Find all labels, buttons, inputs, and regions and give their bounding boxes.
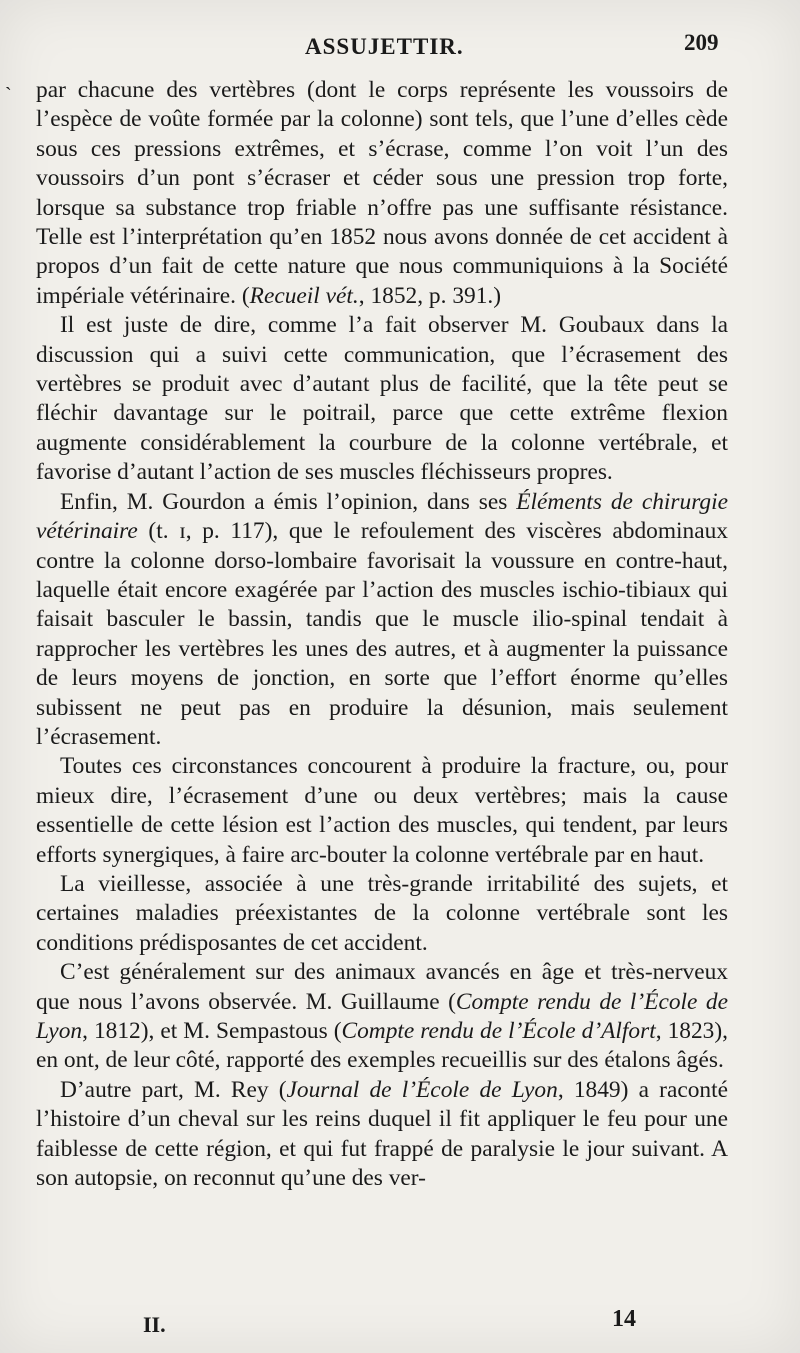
- text-run: La vieillesse, associée à une très-grande irritabilité des sujets, et certaines maladies préexistantes de la colonne vertébrale sont les conditions prédisposantes de cet accident.: [36, 870, 728, 956]
- text-run: Il est juste de dire, comme l’a fait observer M. Goubaux dans la discussion qui a suivi cette communication, que l’écrasement des vertèbres se produit avec d’autant plus de facilité, que la tête peut se fléchir davantage sur le poitrail, parce que cette extrême flexion augmente considérablement la courbure de la colonne vertébrale, et favorise d’autant l’action de ses muscles fléchisseurs propres.: [36, 312, 728, 486]
- paragraph: [36, 488, 728, 753]
- text-run: , 1852, p. 391.): [358, 282, 502, 309]
- italic-citation: Recueil vét.: [249, 282, 359, 309]
- paragraph: [36, 311, 728, 487]
- sheet-number: 14: [612, 1306, 636, 1332]
- text-run: C’est généralement sur des animaux avancés en âge et très-nerveux que nous l’avons observée. M. Guillaume (: [36, 959, 728, 1015]
- italic-citation: Journal de l’École de Lyon: [286, 1076, 558, 1103]
- text-run: par chacune des vertèbres (dont le corps représente les voussoirs de l’espèce de voûte formée par la colonne) sont tels, que l’une d’elles cède sous ces pressions extrêmes, et s’écrase, comme l’on voit l’un des voussoirs d’un pont s’écraser et céder sous une pression trop forte, lorsque sa substance trop friable n’offre pas une suffisante résistance. Telle est l’interprétation qu’en 1852 nous avons donnée de cet accident à propos d’un fait de cette nature que nous communiquions à la Société impériale vétérinaire. (: [36, 77, 728, 309]
- paragraph: [36, 958, 728, 1076]
- text-run: D’autre part, M. Rey (: [60, 1076, 287, 1103]
- page-number: 209: [684, 30, 719, 55]
- text-run: , 1823), en ont, de leur côté, rapporté des exemples recueillis sur des étalons âgés.: [36, 1018, 728, 1074]
- paragraph: [36, 870, 728, 958]
- text-run: (t. ɪ, p. 117), que le refoulement des viscères abdominaux contre la colonne dorso-lombaire favorisait la voussure en contre-haut, laquelle était encore exagérée par l’action des muscles ischio-tibiaux qui faisait basculer le bassin, tandis que le muscle ilio-spinal tendait à rapprocher les vertèbres les unes des autres, et à augmenter la puissance de leurs moyens de jonction, en sorte que l’effort énorme qu’elles subissent ne peut pas en produire la désunion, mais seulement l’écrasement.: [36, 518, 728, 750]
- text-run: , 1849) a raconté l’histoire d’un cheval sur les reins duquel il fit appliquer le feu pour une faiblesse de cette région, et qui fut frappé de paralysie le jour suivant. A son autopsie, on reconnut qu’une des ver-: [36, 1076, 728, 1192]
- paragraph: [36, 1076, 728, 1194]
- signature-mark: II.: [143, 1312, 166, 1337]
- text-run: Toutes ces circonstances concourent à produire la fracture, ou, pour mieux dire, l’écrasement d’une ou deux vertèbres; mais la cause essentielle de cette lésion est l’action des muscles, qui tendent, par leurs efforts synergiques, à faire arc-bouter la colonne vertébrale par en haut.: [36, 753, 728, 868]
- italic-citation: Éléments de chirurgie vétérinaire: [36, 488, 728, 545]
- body-text: [36, 76, 728, 1193]
- page-footer: [0, 1304, 800, 1340]
- italic-citation: Compte rendu de l’École de Lyon: [36, 988, 728, 1044]
- italic-citation: Compte rendu de l’École d’Alfort: [341, 1018, 656, 1044]
- running-title: ASSUJETTIR.: [305, 34, 464, 59]
- page-header: [0, 30, 800, 64]
- paragraph: [36, 752, 728, 870]
- margin-mark: `: [5, 84, 12, 106]
- text-run: , 1812), et M. Sempastous (: [82, 1018, 342, 1044]
- text-run: Enfin, M. Gourdon a émis l’opinion, dans ses: [60, 488, 517, 515]
- paragraph: [36, 76, 728, 311]
